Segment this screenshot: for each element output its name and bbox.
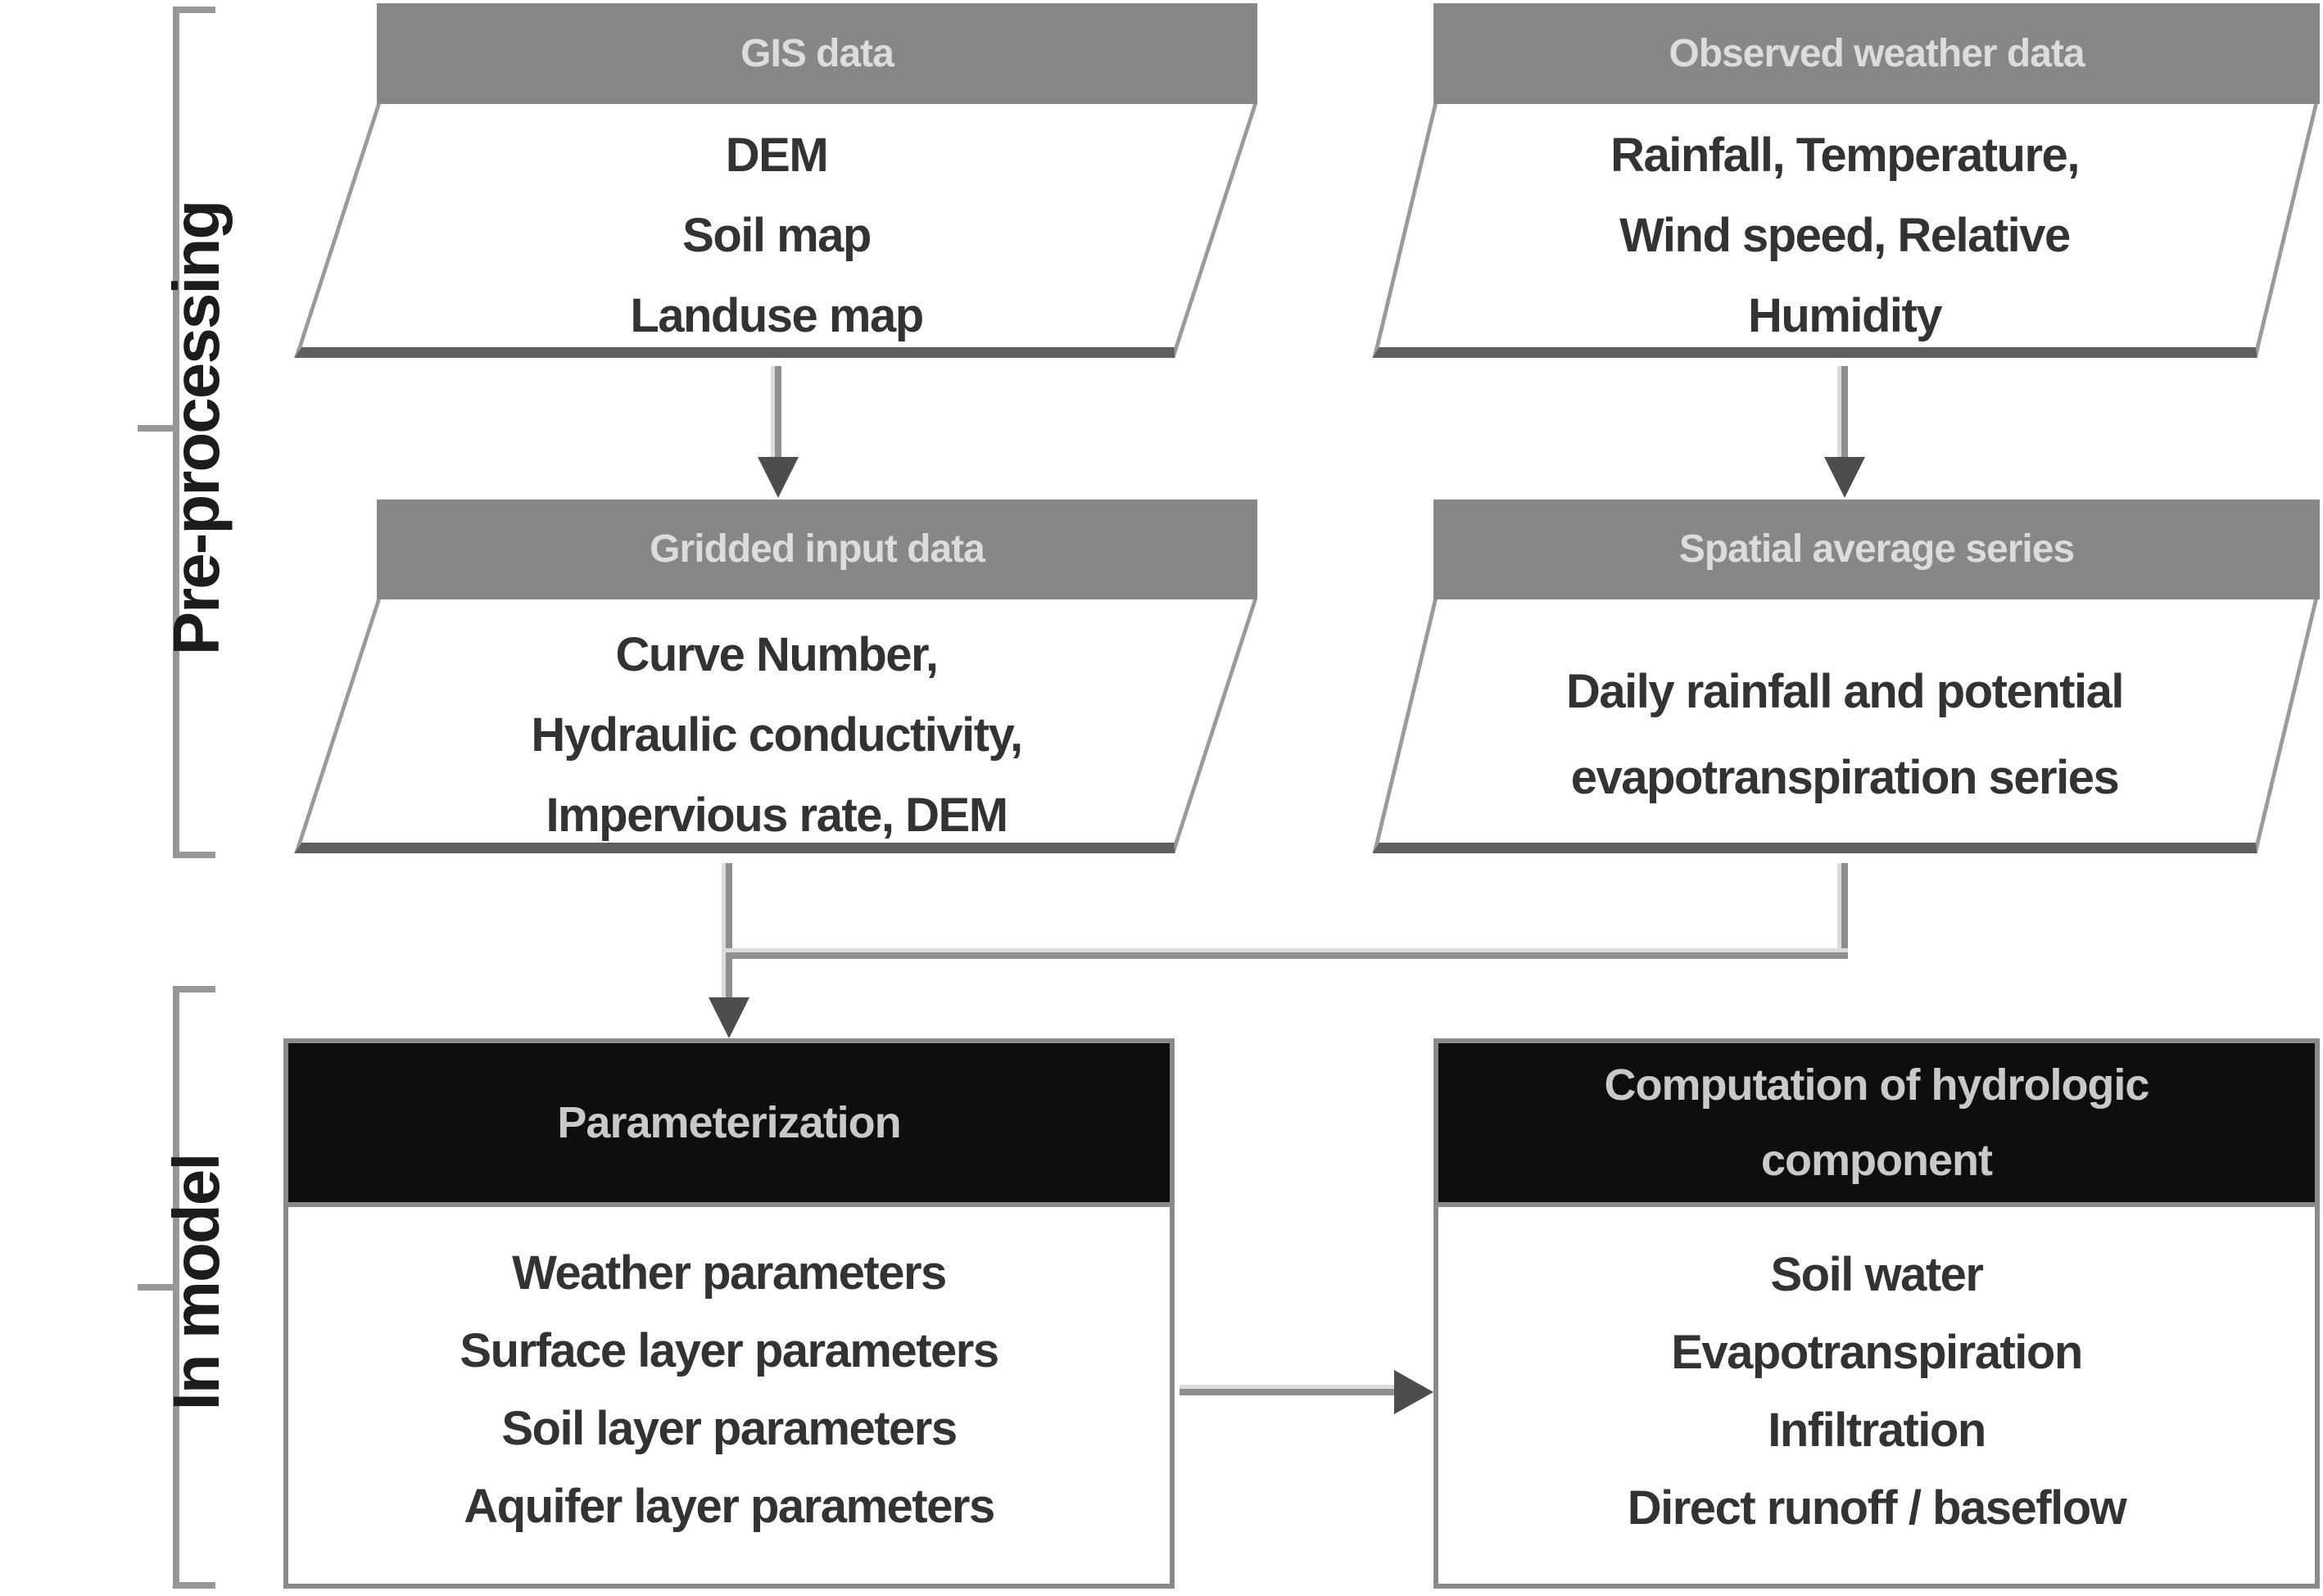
parameterization-line: Aquifer layer parameters <box>464 1480 994 1533</box>
gis-data-header-label: GIS data <box>740 31 894 75</box>
computation-header-line2: component <box>1761 1136 1992 1185</box>
observed-weather-header-label: Observed weather data <box>1669 31 2085 75</box>
preprocessing-label: Pre-processing <box>160 201 233 656</box>
spatial-average-header-label: Spatial average series <box>1678 527 2075 571</box>
gridded-input-line: Hydraulic conductivity, <box>531 708 1022 762</box>
observed-weather-line: Rainfall, Temperature, <box>1610 129 2079 182</box>
gis-data-line: Soil map <box>682 209 871 262</box>
merge-connector-line <box>726 952 1848 959</box>
spatial-average-header <box>1433 500 2320 599</box>
gridded-output-line <box>726 863 732 1001</box>
computation-line: Evapotranspiration <box>1671 1326 2082 1379</box>
preprocessing-bracket-top-tick <box>173 7 215 13</box>
observed-weather-line: Wind speed, Relative <box>1619 209 2070 262</box>
gridded-input-header <box>377 500 1257 599</box>
computation-line: Infiltration <box>1768 1404 1986 1457</box>
gis-data-header <box>377 3 1257 104</box>
gis-to-gridded-arrowhead <box>758 457 799 498</box>
parameterization-line: Soil layer parameters <box>501 1402 957 1455</box>
computation-line: Direct runoff / baseflow <box>1627 1481 2126 1535</box>
computation-header <box>1438 1043 2315 1207</box>
spatial-average-line: Daily rainfall and potential <box>1566 665 2123 718</box>
merge-to-param-arrowhead <box>709 997 749 1038</box>
param-to-comp-arrow-line <box>1180 1389 1397 1395</box>
gis-data-line: DEM <box>725 129 828 182</box>
inmodel-bracket-bottom-tick <box>173 1582 215 1589</box>
parameterization-header-label: Parameterization <box>557 1098 901 1147</box>
param-to-comp-arrowhead <box>1394 1370 1433 1414</box>
computation-header-line1: Computation of hydrologic <box>1604 1060 2149 1110</box>
preprocessing-bracket-bottom-tick <box>173 852 215 858</box>
parameterization-line: Surface layer parameters <box>460 1324 998 1377</box>
parameterization-line: Weather parameters <box>512 1246 946 1300</box>
spatial-output-line <box>1841 863 1848 959</box>
weather-to-spatial-arrowhead <box>1824 457 1865 498</box>
gis-to-gridded-arrow-line <box>775 366 781 460</box>
inmodel-label: In model <box>160 1154 233 1411</box>
observed-weather-line: Humidity <box>1747 289 1942 342</box>
weather-to-spatial-arrow-line <box>1841 366 1848 460</box>
gis-data-line: Landuse map <box>630 289 923 342</box>
computation-line: Soil water <box>1770 1248 1983 1301</box>
gridded-input-line: Impervious rate, DEM <box>546 789 1008 842</box>
gridded-input-line: Curve Number, <box>615 628 938 681</box>
spatial-average-line: evapotranspiration series <box>1570 751 2119 804</box>
parameterization-header <box>288 1043 1170 1207</box>
inmodel-bracket-top-tick <box>173 986 215 992</box>
observed-weather-header <box>1433 3 2320 104</box>
gridded-input-header-label: Gridded input data <box>650 527 985 571</box>
